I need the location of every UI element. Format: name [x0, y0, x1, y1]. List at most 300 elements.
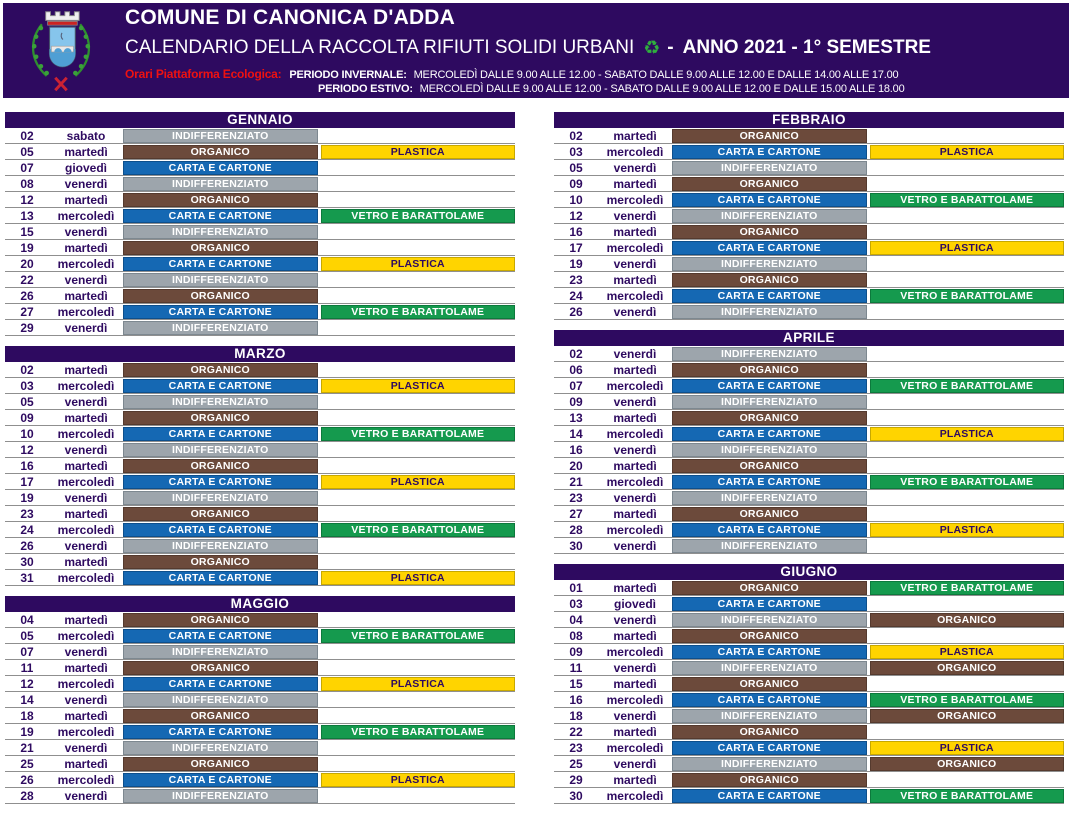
weekday-name: martedì [64, 362, 108, 377]
waste-cell-1: ORGANICO [672, 411, 867, 425]
day-number: 30 [20, 554, 34, 569]
waste-cells [123, 693, 515, 707]
collection-day-row [5, 442, 515, 458]
collection-day-row [5, 628, 515, 644]
waste-cell-2: PLASTICA [321, 379, 516, 393]
month-title: GIUGNO [554, 564, 1064, 580]
collection-day-row [5, 612, 515, 628]
waste-cell-empty [870, 177, 1065, 191]
waste-cells [123, 475, 515, 489]
day-number: 13 [20, 208, 34, 223]
waste-cells [672, 523, 1064, 537]
collection-day-row [5, 256, 515, 272]
collection-day-row [554, 538, 1064, 554]
day-number: 02 [20, 128, 34, 143]
waste-cell-2: PLASTICA [870, 523, 1065, 537]
waste-cell-2: VETRO E BARATTOLAME [870, 475, 1065, 489]
weekday-name: martedì [64, 554, 108, 569]
page-title: COMUNE DI CANONICA D'ADDA [125, 5, 456, 29]
day-number: 12 [20, 442, 34, 457]
collection-day-row [5, 676, 515, 692]
day-number: 27 [569, 506, 583, 521]
waste-cell-empty [321, 411, 516, 425]
recycle-icon: ♻ [643, 37, 661, 59]
waste-cells [672, 225, 1064, 239]
collection-day-row [5, 772, 515, 788]
weekday-name: mercoledì [57, 570, 115, 585]
month-title: MAGGIO [5, 596, 515, 612]
waste-cell-1: ORGANICO [672, 273, 867, 287]
month-table-febbraio [554, 112, 1064, 320]
waste-cell-1: ORGANICO [672, 629, 867, 643]
waste-cells [123, 363, 515, 377]
day-number: 18 [569, 708, 583, 723]
collection-day-row [5, 644, 515, 660]
weekday-name: venerdì [64, 490, 108, 505]
collection-day-row [5, 554, 515, 570]
collection-day-row [5, 458, 515, 474]
collection-day-row [554, 676, 1064, 692]
weekday-name: mercoledì [606, 474, 664, 489]
weekday-name: martedì [64, 506, 108, 521]
collection-day-row [554, 708, 1064, 724]
waste-cell-empty [321, 459, 516, 473]
day-number: 05 [20, 628, 34, 643]
waste-cells [123, 459, 515, 473]
waste-cell-empty [321, 757, 516, 771]
waste-cells [672, 709, 1064, 723]
day-number: 08 [569, 628, 583, 643]
waste-cells [672, 597, 1064, 611]
periodo-estivo-label: PERIODO ESTIVO: [318, 82, 413, 95]
day-number: 04 [20, 612, 34, 627]
collection-day-row [554, 208, 1064, 224]
weekday-name: martedì [64, 612, 108, 627]
weekday-name: venerdì [64, 272, 108, 287]
collection-day-row [5, 320, 515, 336]
day-number: 25 [20, 756, 34, 771]
weekday-name: giovedì [613, 596, 656, 611]
day-number: 03 [569, 596, 583, 611]
waste-cells [672, 129, 1064, 143]
waste-cells [672, 241, 1064, 255]
waste-cell-1: CARTA E CARTONE [123, 209, 318, 223]
weekday-name: venerdì [613, 538, 657, 553]
collection-day-row [554, 256, 1064, 272]
waste-cell-1: CARTA E CARTONE [672, 645, 867, 659]
orari-label: Orari Piattaforma Ecologica: [125, 66, 282, 81]
month-title: APRILE [554, 330, 1064, 346]
waste-cell-2: ORGANICO [870, 709, 1065, 723]
weekday-name: venerdì [613, 708, 657, 723]
weekday-name: mercoledì [57, 474, 115, 489]
day-number: 22 [569, 724, 583, 739]
waste-cells [672, 629, 1064, 643]
waste-cell-2: VETRO E BARATTOLAME [321, 305, 516, 319]
waste-cell-2: PLASTICA [870, 427, 1065, 441]
weekday-name: martedì [64, 756, 108, 771]
weekday-name: sabato [66, 128, 106, 143]
waste-cells [123, 145, 515, 159]
waste-cell-2: PLASTICA [321, 475, 516, 489]
waste-cell-empty [321, 539, 516, 553]
waste-cell-1: ORGANICO [672, 177, 867, 191]
waste-cell-1: CARTA E CARTONE [672, 289, 867, 303]
collection-day-row [5, 128, 515, 144]
waste-cell-1: CARTA E CARTONE [123, 427, 318, 441]
weekday-name: venerdì [64, 538, 108, 553]
weekday-name: mercoledì [606, 522, 664, 537]
collection-day-row [554, 580, 1064, 596]
month-table-marzo [5, 346, 515, 586]
collection-day-row [554, 304, 1064, 320]
collection-day-row [5, 708, 515, 724]
weekday-name: mercoledì [606, 378, 664, 393]
weekday-name: venerdì [64, 320, 108, 335]
weekday-name: venerdì [613, 660, 657, 675]
collection-day-row [5, 394, 515, 410]
day-number: 05 [20, 394, 34, 409]
waste-cell-1: INDIFFERENZIATO [672, 257, 867, 271]
waste-cell-empty [870, 539, 1065, 553]
day-number: 09 [20, 410, 34, 425]
waste-cell-1: CARTA E CARTONE [123, 379, 318, 393]
periodo-invernale-line [125, 67, 931, 82]
waste-cell-1: INDIFFERENZIATO [123, 693, 318, 707]
collection-day-row [5, 410, 515, 426]
month-title: GENNAIO [5, 112, 515, 128]
waste-cell-empty [321, 693, 516, 707]
weekday-name: mercoledì [57, 628, 115, 643]
waste-cell-1: INDIFFERENZIATO [672, 539, 867, 553]
waste-cells [672, 773, 1064, 787]
weekday-name: martedì [64, 410, 108, 425]
day-number: 22 [20, 272, 34, 287]
day-number: 24 [20, 522, 34, 537]
weekday-name: mercoledì [57, 522, 115, 537]
weekday-name: mercoledì [57, 304, 115, 319]
waste-cell-1: CARTA E CARTONE [672, 523, 867, 537]
day-number: 17 [20, 474, 34, 489]
waste-cell-1: ORGANICO [672, 677, 867, 691]
waste-cells [672, 507, 1064, 521]
waste-cell-empty [321, 555, 516, 569]
subtitle-text: CALENDARIO DELLA RACCOLTA RIFIUTI SOLIDI URBANI [125, 37, 635, 58]
calendar-page [0, 3, 1072, 806]
waste-cells [672, 693, 1064, 707]
waste-cell-1: ORGANICO [672, 725, 867, 739]
waste-cell-2: VETRO E BARATTOLAME [870, 289, 1065, 303]
waste-cell-1: ORGANICO [672, 459, 867, 473]
waste-cell-1: ORGANICO [123, 363, 318, 377]
waste-cell-1: CARTA E CARTONE [672, 427, 867, 441]
weekday-name: venerdì [613, 304, 657, 319]
waste-cell-empty [321, 177, 516, 191]
collection-day-row [5, 522, 515, 538]
waste-cells [123, 773, 515, 787]
waste-cell-2: VETRO E BARATTOLAME [321, 523, 516, 537]
waste-cells [123, 523, 515, 537]
waste-cells [672, 443, 1064, 457]
waste-cell-empty [321, 321, 516, 335]
waste-cell-1: ORGANICO [123, 411, 318, 425]
collection-day-row [5, 740, 515, 756]
waste-cell-1: ORGANICO [123, 193, 318, 207]
day-number: 09 [569, 176, 583, 191]
waste-cell-empty [870, 363, 1065, 377]
weekday-name: martedì [613, 580, 657, 595]
waste-cell-1: ORGANICO [672, 581, 867, 595]
waste-cell-empty [321, 645, 516, 659]
weekday-name: mercoledì [57, 208, 115, 223]
weekday-name: mercoledì [606, 644, 664, 659]
waste-cell-empty [321, 289, 516, 303]
day-number: 08 [20, 176, 34, 191]
weekday-name: mercoledì [606, 788, 664, 803]
calendar-grid [0, 98, 1072, 806]
waste-cells [672, 411, 1064, 425]
waste-cell-1: ORGANICO [672, 225, 867, 239]
waste-cell-1: INDIFFERENZIATO [123, 273, 318, 287]
waste-cell-1: CARTA E CARTONE [672, 193, 867, 207]
collection-day-row [5, 224, 515, 240]
collection-day-row [554, 490, 1064, 506]
waste-cells [123, 225, 515, 239]
waste-cell-empty [870, 443, 1065, 457]
waste-cell-1: ORGANICO [672, 363, 867, 377]
waste-cell-1: INDIFFERENZIATO [672, 613, 867, 627]
collection-day-row [554, 628, 1064, 644]
day-number: 26 [20, 288, 34, 303]
collection-day-row [554, 596, 1064, 612]
waste-cell-empty [870, 773, 1065, 787]
subtitle-separator: - [667, 37, 674, 58]
waste-cells [123, 443, 515, 457]
weekday-name: martedì [613, 410, 657, 425]
waste-cell-1: CARTA E CARTONE [672, 475, 867, 489]
waste-cells [672, 161, 1064, 175]
waste-cell-1: INDIFFERENZIATO [123, 177, 318, 191]
waste-cells [123, 257, 515, 271]
day-number: 30 [569, 538, 583, 553]
day-number: 19 [20, 490, 34, 505]
day-number: 23 [569, 490, 583, 505]
waste-cells [123, 427, 515, 441]
periodo-estivo-hours: MERCOLEDÌ DALLE 9.00 ALLE 12.00 - SABATO DALLE 9.00 ALLE 12.00 E DALLE 15.00 ALLE 18.00 [419, 82, 905, 95]
waste-cell-empty [870, 491, 1065, 505]
collection-day-row [5, 660, 515, 676]
calendar-column-right [554, 112, 1064, 804]
waste-cell-empty [870, 347, 1065, 361]
waste-cell-empty [870, 395, 1065, 409]
weekday-name: venerdì [64, 644, 108, 659]
day-number: 21 [20, 740, 34, 755]
weekday-name: mercoledì [606, 192, 664, 207]
collection-day-row [554, 224, 1064, 240]
waste-cell-empty [321, 613, 516, 627]
waste-cell-1: INDIFFERENZIATO [123, 443, 318, 457]
day-number: 27 [20, 304, 34, 319]
day-number: 20 [569, 458, 583, 473]
waste-cell-1: INDIFFERENZIATO [123, 539, 318, 553]
day-number: 13 [569, 410, 583, 425]
waste-cell-empty [321, 241, 516, 255]
waste-cells [123, 273, 515, 287]
waste-cell-2: VETRO E BARATTOLAME [321, 209, 516, 223]
waste-cells [123, 321, 515, 335]
day-number: 15 [569, 676, 583, 691]
waste-cells [672, 677, 1064, 691]
weekday-name: mercoledì [606, 144, 664, 159]
collection-day-row [5, 692, 515, 708]
day-number: 01 [569, 580, 583, 595]
day-number: 23 [569, 272, 583, 287]
collection-day-row [5, 144, 515, 160]
collection-day-row [554, 740, 1064, 756]
weekday-name: martedì [613, 772, 657, 787]
weekday-name: martedì [613, 724, 657, 739]
waste-cell-1: ORGANICO [123, 145, 318, 159]
collection-day-row [554, 506, 1064, 522]
waste-cells [123, 209, 515, 223]
waste-cell-empty [321, 161, 516, 175]
day-number: 07 [20, 160, 34, 175]
day-number: 14 [20, 692, 34, 707]
weekday-name: venerdì [64, 394, 108, 409]
waste-cell-2: PLASTICA [321, 773, 516, 787]
day-number: 09 [569, 644, 583, 659]
weekday-name: venerdì [613, 208, 657, 223]
header-text-block [125, 6, 931, 96]
collection-day-row [554, 426, 1064, 442]
waste-cell-1: CARTA E CARTONE [672, 741, 867, 755]
subtitle-year-semester: ANNO 2021 - 1° SEMESTRE [682, 37, 931, 58]
waste-cell-empty [870, 273, 1065, 287]
waste-cell-1: CARTA E CARTONE [672, 693, 867, 707]
waste-cell-empty [870, 507, 1065, 521]
waste-cell-empty [321, 709, 516, 723]
waste-cells [672, 193, 1064, 207]
waste-cells [123, 177, 515, 191]
collection-day-row [554, 772, 1064, 788]
day-number: 18 [20, 708, 34, 723]
collection-day-row [554, 612, 1064, 628]
waste-cells [123, 161, 515, 175]
waste-cell-1: INDIFFERENZIATO [123, 225, 318, 239]
collection-day-row [554, 410, 1064, 426]
day-number: 10 [569, 192, 583, 207]
month-table-aprile [554, 330, 1064, 554]
waste-cells [123, 757, 515, 771]
day-number: 26 [20, 538, 34, 553]
collection-day-row [5, 474, 515, 490]
day-number: 12 [569, 208, 583, 223]
collection-day-row [5, 160, 515, 176]
collection-day-row [554, 346, 1064, 362]
collection-day-row [554, 240, 1064, 256]
day-number: 06 [569, 362, 583, 377]
day-number: 07 [569, 378, 583, 393]
day-number: 16 [20, 458, 34, 473]
weekday-name: giovedì [64, 160, 107, 175]
waste-cell-1: ORGANICO [123, 757, 318, 771]
waste-cell-empty [870, 209, 1065, 223]
month-title: FEBBRAIO [554, 112, 1064, 128]
weekday-name: venerdì [64, 788, 108, 803]
waste-cell-1: INDIFFERENZIATO [672, 395, 867, 409]
waste-cells [672, 661, 1064, 675]
weekday-name: martedì [613, 224, 657, 239]
collection-day-row [554, 644, 1064, 660]
waste-cell-empty [321, 129, 516, 143]
day-number: 30 [569, 788, 583, 803]
waste-cells [672, 209, 1064, 223]
waste-cells [123, 241, 515, 255]
waste-cell-empty [321, 193, 516, 207]
day-number: 28 [20, 788, 34, 803]
weekday-name: martedì [64, 708, 108, 723]
collection-day-row [5, 272, 515, 288]
page-subtitle [125, 37, 931, 60]
day-number: 14 [569, 426, 583, 441]
day-number: 11 [569, 660, 583, 675]
waste-cell-2: PLASTICA [321, 145, 516, 159]
waste-cells [672, 645, 1064, 659]
waste-cell-2: PLASTICA [870, 741, 1065, 755]
collection-day-row [554, 192, 1064, 208]
day-number: 10 [20, 426, 34, 441]
waste-cell-1: ORGANICO [123, 661, 318, 675]
waste-cells [672, 427, 1064, 441]
collection-day-row [554, 144, 1064, 160]
waste-cells [123, 571, 515, 585]
waste-cell-2: ORGANICO [870, 757, 1065, 771]
waste-cell-1: INDIFFERENZIATO [672, 161, 867, 175]
waste-cells [123, 129, 515, 143]
collection-day-row [5, 724, 515, 740]
collection-day-row [5, 490, 515, 506]
day-number: 20 [20, 256, 34, 271]
waste-cell-2: VETRO E BARATTOLAME [870, 193, 1065, 207]
month-table-giugno [554, 564, 1064, 804]
collection-day-row [5, 288, 515, 304]
day-number: 11 [20, 660, 34, 675]
day-number: 19 [569, 256, 583, 271]
collection-day-row [554, 272, 1064, 288]
waste-cell-empty [321, 507, 516, 521]
waste-cells [123, 725, 515, 739]
waste-cell-1: CARTA E CARTONE [123, 257, 318, 271]
waste-cells [123, 507, 515, 521]
waste-cell-empty [321, 273, 516, 287]
waste-cell-1: INDIFFERENZIATO [123, 395, 318, 409]
waste-cells [123, 555, 515, 569]
waste-cell-empty [321, 225, 516, 239]
weekday-name: martedì [613, 458, 657, 473]
day-number: 21 [569, 474, 583, 489]
waste-cells [672, 475, 1064, 489]
day-number: 15 [20, 224, 34, 239]
waste-cell-empty [321, 395, 516, 409]
waste-cells [672, 273, 1064, 287]
waste-cells [672, 257, 1064, 271]
waste-cell-1: ORGANICO [123, 459, 318, 473]
waste-cells [672, 741, 1064, 755]
weekday-name: venerdì [613, 612, 657, 627]
header-banner [3, 3, 1069, 98]
waste-cell-empty [321, 661, 516, 675]
waste-cell-empty [870, 629, 1065, 643]
